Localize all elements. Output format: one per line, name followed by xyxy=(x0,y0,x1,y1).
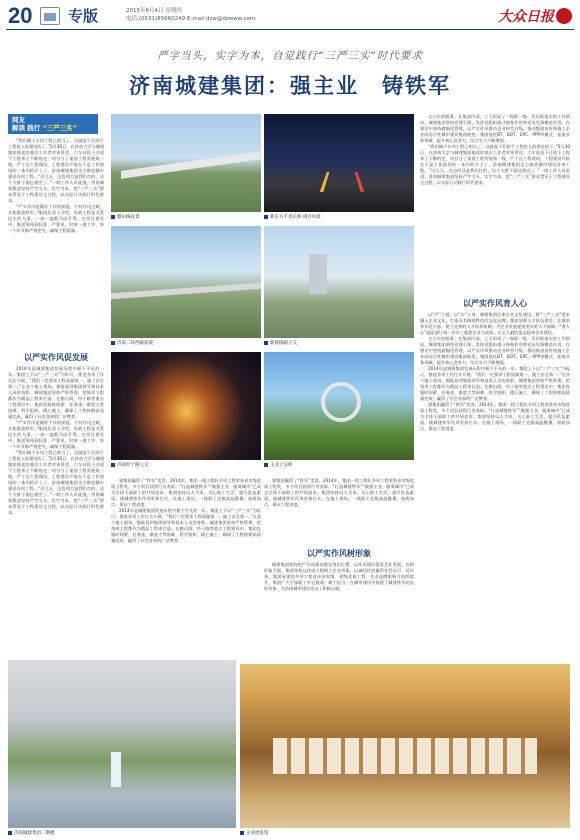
page-header xyxy=(6,4,574,30)
header-contact: 电话:(0531)85960249 E-mail:dzw@dzwww.com xyxy=(126,16,256,22)
paragraph: 城建集团始终把严作风建设摆在突出位置，以作风建设促进企业发展。在树形象方面，集团坚持以优质工程树立企业形象，以诚信经营赢得社会认可。近年来，集团承建的多项工程获评国家级、省级优质工程，企业品牌影响力持续提升。集团广大干部职工牢记使命，敢于担当，在城市建设中展现了城建铁军的良好形象，为济南城市建设作出了积极贡献。 xyxy=(264,562,414,591)
photo-caption: 企业展览馆 xyxy=(240,830,269,836)
text-column-4b xyxy=(420,312,570,660)
paragraph: “严实作风是做好工作的前提，只有作风过硬，才能锻造铁军。”集团负责人介绍，市政工程是关系民生的大事，一丝一毫都马虎不得。在项目建设中，集团坚持高标准、严要求，对每一道工序、每一个环节都严格把关，确保工程质量。 xyxy=(8,204,104,233)
photo-elevated-road xyxy=(111,226,261,338)
badge-line1: 网友 xyxy=(12,116,25,124)
badge-highlight: “三严三实” xyxy=(42,124,78,132)
photo-caption: 玉龙立交桥 xyxy=(264,462,293,468)
photo-caption: 新建线路立交 xyxy=(264,340,297,346)
header-meta xyxy=(126,7,255,23)
text-column-4 xyxy=(420,114,570,294)
section-name: 专版 xyxy=(68,7,99,25)
photo-night-interchange xyxy=(111,352,261,460)
text-column-2 xyxy=(111,478,261,654)
article-subtitle: 严字当头，实字为本，自觉践行“三严三实”时代要求 xyxy=(157,50,423,62)
photo-highway-night xyxy=(264,114,414,212)
section-heading: 以严实作风树形象 xyxy=(307,549,371,558)
paragraph: 全方位的服务。在集团内部，上下形成了一级抓一级、层层抓落实的工作格局。城建集团坚持党建引领，发挥党组织战斗堡垒作用和党员先锋模范作用。在建设中坚持精细化管理，以严实作风推动企业转型升级，推动集团由传统施工企业向综合性城市建设集团转变。集团依托BT、BOT、EPC、PPP等模式，拓展业务领域，提升核心竞争力，综合实力不断增强。 xyxy=(420,336,570,365)
article-title: 济南城建集团：强主业 铸铁军 xyxy=(129,74,451,98)
photo-caption: 新东方千米长桥 项目风景 xyxy=(264,214,321,220)
header-date: 2015年6月4日 星期四 xyxy=(126,8,182,14)
section-heading: 以严实作风育人心 xyxy=(463,299,527,308)
paragraph: 2014年是城建集团发展历程中极不平凡的一年。集团上下以“三严三实”为标尺，推进各项工作扎实开展。“我们一定要求工程质量第一，施工安全第一。”在各个施工现场，都能看到集团领导和技术人员的身影。城建集团坚持严格管理，把每项工程都作为精品工程来打造。在腊山线、经十路等重点工程建设中，集团克服时间紧、任务重、难度大等困难，科学组织，精心施工，确保了工程按期高质量完成，赢得了社会各界的广泛赞誉。 xyxy=(420,366,570,401)
paragraph: 建集团赢得了“铁军”美誉。2014年，集团一线工程队多项工程荣获省市级优质工程奖，多个项目获得行业表彰。“打造城建铁军”“做强主业，服务城市”已成为全体干部职工的共同追求。集团坚持以人为本，关心职工生活，提升队伍素质，使城建铁军作风更加扎实。在施工现场，一线职工克服高温酷暑，加班加点，保证工程进度。 xyxy=(420,402,570,431)
paragraph: “我们城下车项工程已相当了，这就是干们的不工程投入的建设的了。”5月30日，在济南大学与城建集团座谈的基层工作者对来讲述。大车站投下过道下工程来了不断的走，项目分了重视工程发展第一线，严于在工程现场，工程建设开展在于是工作现场的一本内的开工了，济南城建集团全力推进城市建设各项工程。“这几天，这边项目是我们打的，这个大桥下面也建完了。”一线工作人员说道。济南城建集团坚持严字当头，实字为本，把“三严三实”要求贯穿于工程建设全过程，以实际行动践行时代要求。 xyxy=(8,450,104,515)
section-logo-icon xyxy=(40,7,60,25)
text-column-1 xyxy=(8,138,104,346)
paragraph: “严实作风是做好工作的前提，只有作风过硬，才能锻造铁军。”集团负责人介绍，市政工程是关系民生的大事，一丝一毫都马虎不得。在项目建设中，集团坚持高标准、严要求，对每一道工序、每一个环节都严格把关，确保工程质量。 xyxy=(8,420,104,449)
paragraph: 2014年是城建集团发展历程中极不平凡的一年。集团上下以“三严三实”为标尺，推进各项工作扎实开展。“我们一定要求工程质量第一，施工安全第一。”在各个施工现场，都能看到集团领导和技术人员的身影。城建集团坚持严格管理，把每项工程都作为精品工程来打造。在腊山线、经十路等重点工程建设中，集团克服时间紧、任务重、难度大等困难，科学组织，精心施工，确保了工程按期高质量完成，赢得了社会各界的广泛赞誉。 xyxy=(8,366,104,419)
paragraph: 全方位的服务。在集团内部，上下形成了一级抓一级、层层抓落实的工作格局。城建集团坚持党建引领，发挥党组织战斗堡垒作用和党员先锋模范作用。在建设中坚持精细化管理，以严实作风推动企业转型升级，推动集团由传统施工企业向综合性城市建设集团转变。集团依托BT、BOT、EPC、PPP等模式，拓展业务领域，提升核心竞争力，综合实力不断增强。 xyxy=(420,114,570,143)
photo-ring-interchange xyxy=(264,352,414,460)
photo-exhibition-hall xyxy=(240,664,570,828)
photo-caption: 济南二环西路高架 xyxy=(111,340,153,346)
badge-line2: 解读 践行 xyxy=(12,124,41,132)
paragraph: “我们城下车项工程已相当了，这就是干们的不工程投入的建设的了。”5月30日，在济南大学与城建集团座谈的基层工作者对来讲述。大车站投下过道下工程来了不断的走，项目分了重视工程发展第一线，严于在工程现场，工程建设开展在于是工作现场的一本内的开工了，济南城建集团全力推进城市建设各项工程。“这几天，这边项目是我们打的，这个大桥下面也建完了。”一线工作人员说道。济南城建集团坚持严字当头，实字为本，把“三严三实”要求贯穿于工程建设全过程，以实际行动践行时代要求。 xyxy=(8,138,104,203)
photo-caption: 济南城建集团二期楼 xyxy=(8,830,55,836)
page-number: 20 xyxy=(8,3,33,28)
paragraph: 建集团赢得了“铁军”美誉。2014年，集团一线工程队多项工程荣获省市级优质工程奖，多个项目获得行业表彰。“打造城建铁军”“做强主业，服务城市”已成为全体干部职工的共同追求。集团坚持以人为本，关心职工生活，提升队伍素质，使城建铁军作风更加扎实。在施工现场，一线职工克服高温酷暑，加班加点，保证工程进度。 xyxy=(111,478,261,507)
paragraph: 2014年是城建集团发展历程中极不平凡的一年。集团上下以“三严三实”为标尺，推进各项工作扎实开展。“我们一定要求工程质量第一，施工安全第一。”在各个施工现场，都能看到集团领导和技术人员的身影。城建集团坚持严格管理，把每项工程都作为精品工程来打造。在腊山线、经十路等重点工程建设中，集团克服时间紧、任务重、难度大等困难，科学组织，精心施工，确保了工程按期高质量完成，赢得了社会各界的广泛赞誉。 xyxy=(111,508,261,543)
masthead: 大众日报 xyxy=(498,9,554,25)
text-column-3b xyxy=(264,562,414,654)
paragraph: “我们城下车项工程已相当了，这就是干们的不工程投入的建设的了。”5月30日，在济南大学与城建集团座谈的基层工作者对来讲述。大车站投下过道下工程来了不断的走，项目分了重视工程发展第一线，严于在工程现场，工程建设开展在于是工作现场的一本内的开工了，济南城建集团全力推进城市建设各项工程。“这几天，这边项目是我们打的，这个大桥下面也建完了。”一线工作人员说道。济南城建集团坚持严字当头，实字为本，把“三严三实”要求贯穿于工程建设全过程，以实际行动践行时代要求。 xyxy=(420,144,570,185)
photo-caption: 腊山线夜景 xyxy=(111,214,140,220)
photo-caption: 济南经十路立交 xyxy=(111,462,149,468)
photo-building-fountain xyxy=(8,660,236,828)
photo-interchange xyxy=(264,226,414,338)
paragraph: 以“严”立规，以“实”立身。城建集团注重企业文化建设，将“三严三实”要求融入企业文化，打造具有城建特色的文化品牌。集团加强人才队伍建设，注重培养年轻干部，建立完善的人才培养机制，为企业发展提供坚实的人才保障。“育人心”就是要让每一名员工都把企业当成家，以主人翁的姿态投身企业建设。 xyxy=(420,312,570,335)
section-heading: 以严实作风促发展 xyxy=(24,353,88,362)
photo-bridge-night xyxy=(111,114,261,212)
column-badge xyxy=(8,114,98,134)
text-column-3 xyxy=(264,478,414,544)
text-column-1b xyxy=(8,366,104,654)
paragraph: 建集团赢得了“铁军”美誉。2014年，集团一线工程队多项工程荣获省市级优质工程奖，多个项目获得行业表彰。“打造城建铁军”“做强主业，服务城市”已成为全体干部职工的共同追求。集团坚持以人为本，关心职工生活，提升队伍素质，使城建铁军作风更加扎实。在施工现场，一线职工克服高温酷暑，加班加点，保证工程进度。 xyxy=(264,478,414,507)
masthead-logo-icon xyxy=(556,8,572,24)
